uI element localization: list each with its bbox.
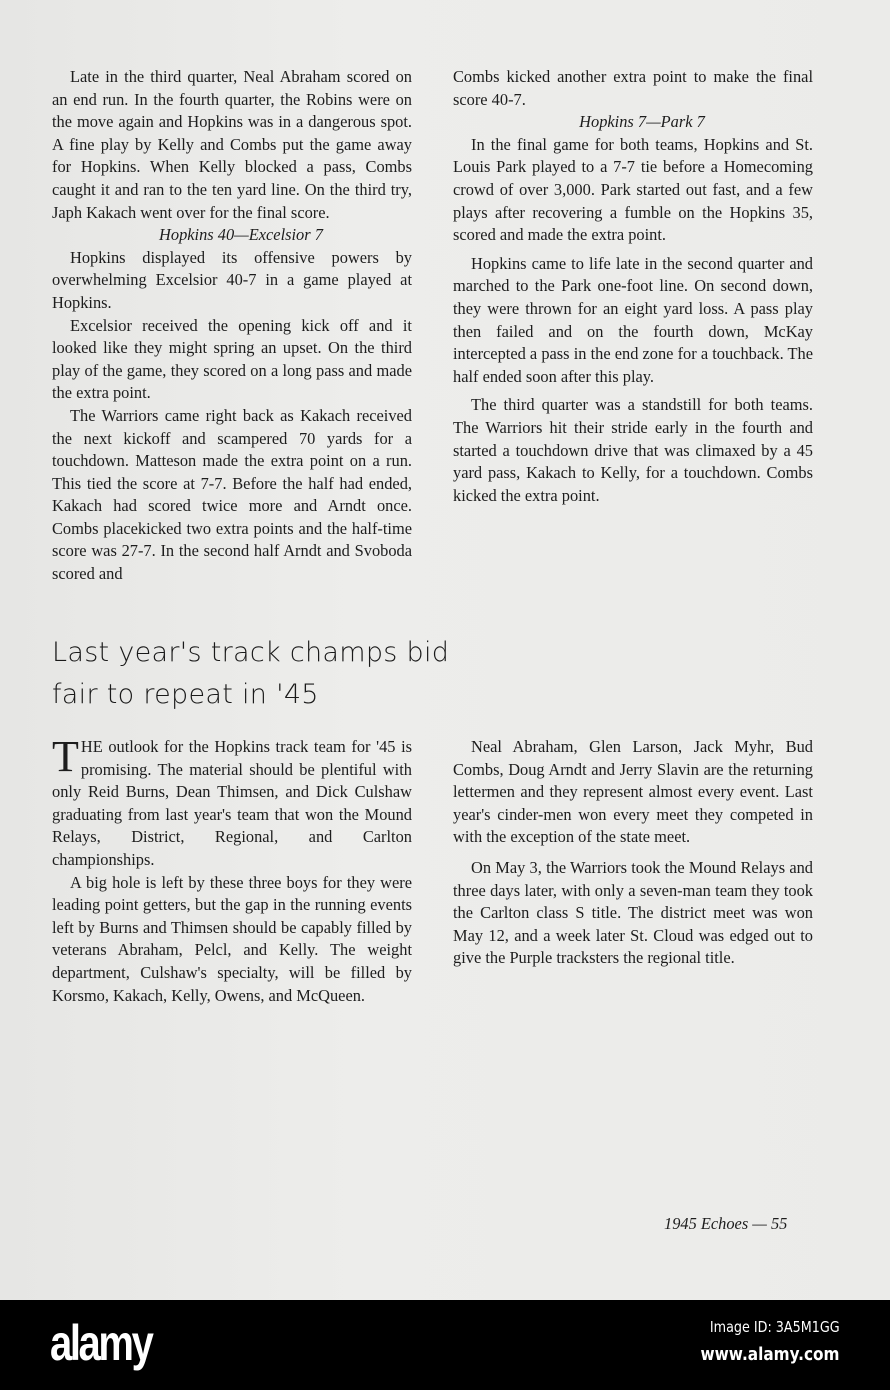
drop-cap: T (52, 732, 79, 781)
track-left-column (52, 732, 412, 1007)
paragraph: Neal Abraham, Glen Larson, Jack Myhr, Bud Combs, Doug Arndt and Jerry Slavin are the returning lettermen and they represent almost every event. Last year's cinder-men won every meet they competed in with the exception of the state meet. (453, 737, 813, 847)
watermark-footer (0, 1300, 890, 1390)
track-right-column (453, 736, 813, 970)
paragraph: On May 3, the Warriors took the Mound Relays and three days later, with only a seven-man team they took the Carlton class S title. The district meet was won May 12, and a week later St. Cloud was edged out to give the Purple tracksters the regional title. (453, 857, 813, 968)
paragraph: Hopkins came to life late in the second quarter and marched to the Park one-foot line. On second down, they were thrown for an eight yard loss. A pass play then failed and on the fourth down, McKay intercepted a pass in the end zone for a touchback. The half ended soon after this play. (453, 253, 813, 386)
alamy-logo: alamy (50, 1315, 152, 1371)
football-left-column (52, 66, 412, 586)
paragraph: Excelsior received the opening kick off and it looked like they might spring an upset. On the third play of the game, they scored on a long pass and made the extra point. (52, 315, 412, 403)
site-url: www.alamy.com (701, 1344, 840, 1365)
paragraph: In the final game for both teams, Hopkins and St. Louis Park played to a 7-7 tie before a Homecoming crowd of over 3,000. Park started out fast, and a few plays after recovering a fumble on the Hopkins 35, scored and made the extra point. (453, 134, 813, 245)
football-right-column (453, 66, 813, 507)
paragraph: Hopkins displayed its offensive powers by overwhelming Excelsior 40-7 in a game played at Hopkins. (52, 247, 412, 312)
headline-line: fair to repeat in '45 (52, 679, 319, 710)
paragraph: Combs kicked another extra point to make the final score 40-7. (453, 67, 813, 109)
game-subheading: Hopkins 40—Excelsior 7 (159, 225, 323, 245)
paragraph: The third quarter was a standstill for both teams. The Warriors hit their stride early in the fourth and started a touchdown drive that was climaxed by a 45 yard pass, Kakach to Kelly, for a touchdown. Combs kicked the extra point. (453, 395, 813, 505)
game-subheading: Hopkins 7—Park 7 (579, 112, 705, 132)
paragraph: The Warriors came right back as Kakach received the next kickoff and scampered 70 yards for a touchdown. Matteson made the extra point on a run. This tied the score at 7-7. Before the half had ended, Kakach had scored twice more and Arndt once. Combs placekicked two extra points and the half-time score was 27-7. In the second half Arndt and Svoboda scored and (52, 405, 412, 584)
paragraph: Late in the third quarter, Neal Abraham scored on an end run. In the fourth quarter, the Robins were on the move again and Hopkins was in a dangerous spot. A fine play by Kelly and Combs put the game away for Hopkins. When Kelly blocked a pass, Combs caught it and ran to the ten yard line. On the third try, Japh Kakach went over for the final score. (52, 67, 412, 222)
article-headline (52, 632, 452, 716)
paragraph: HE outlook for the Hopkins track team for '45 is promising. The material should be plentiful with only Reid Burns, Dean Thimsen, and Dick Culshaw graduating from last year's team that won the Mound Relays, District, Regional, and Carlton championships. (52, 737, 412, 869)
page-folio: 1945 Echoes — 55 (664, 1214, 788, 1233)
paragraph: A big hole is left by these three boys for they were leading point getters, but the gap in the running events left by Burns and Thimsen should be capably filled by veterans Abraham, Pelcl, and Kelly. The weight department, Culshaw's specialty, will be filled by Korsmo, Kakach, Kelly, Owens, and McQueen. (52, 872, 412, 1005)
image-id: Image ID: 3A5M1GG (710, 1318, 840, 1336)
headline-line: Last year's track champs bid (52, 637, 450, 668)
